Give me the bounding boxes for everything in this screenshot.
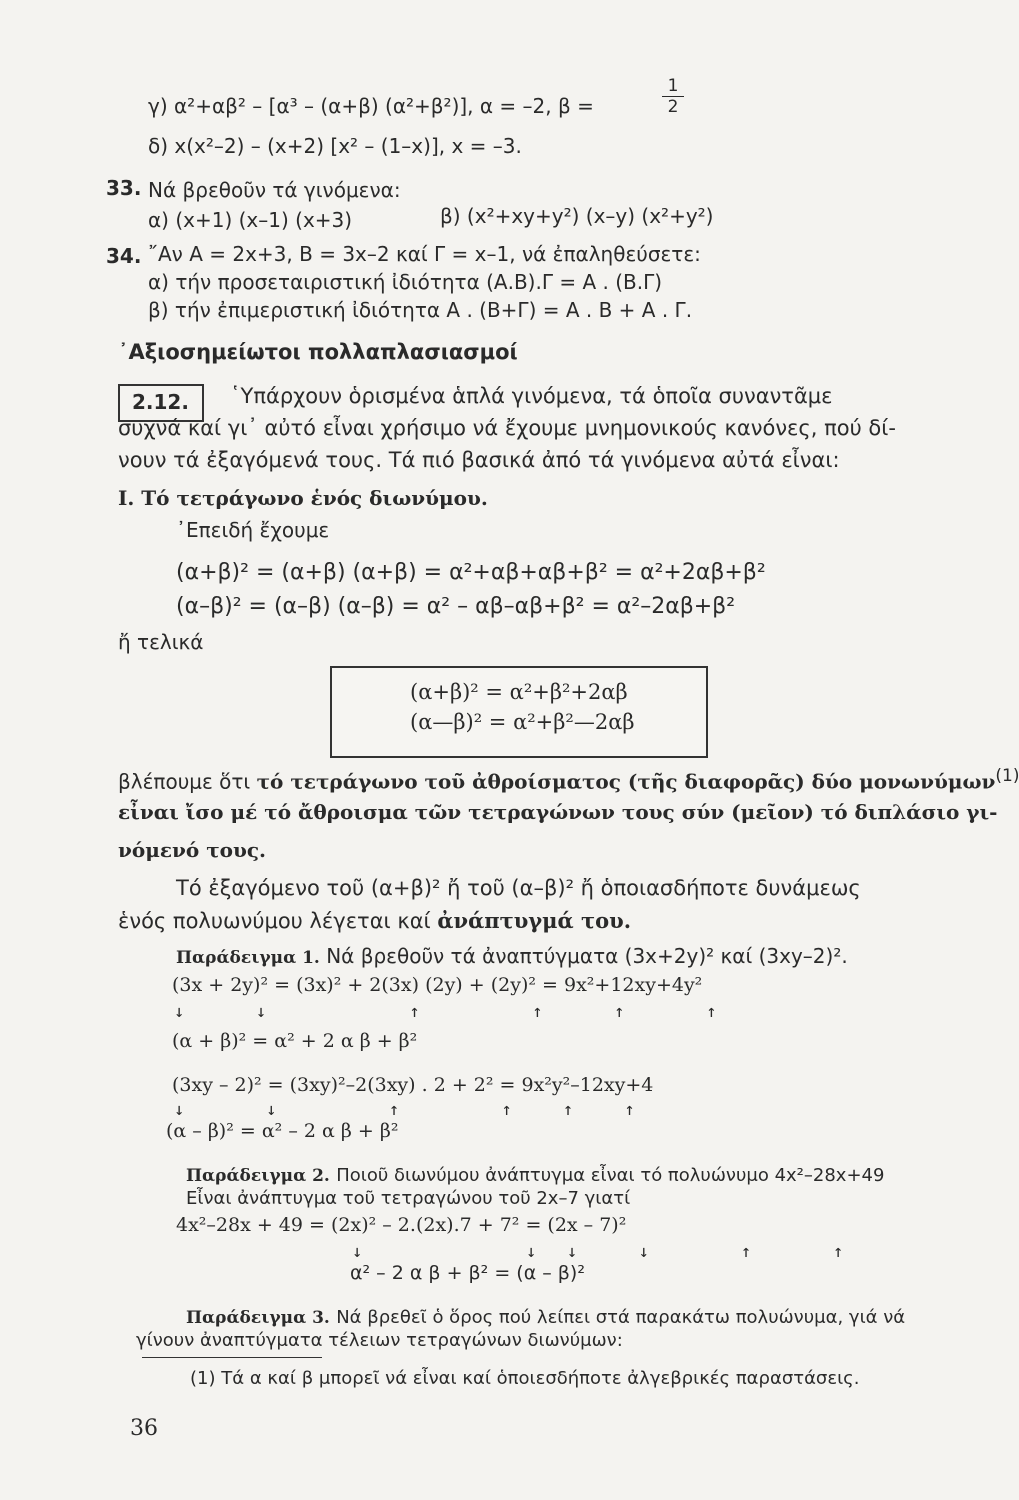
fraction-denominator: 2 — [662, 96, 684, 117]
square-difference-derivation: (α–β)² = (α–β) (α–β) = α² – αβ–αβ+β² = α²–2αβ+β² — [176, 594, 736, 619]
example-3-text-1: Νά βρεθεῖ ὁ ὅρος πού λείπει στά παρακάτω πολυώνυμα, γιά νά — [336, 1307, 906, 1328]
exercise-34-text: ῎Αν Α = 2x+3, Β = 3x–2 καί Γ = x–1, νά ἐπαληθεύσετε: — [148, 242, 701, 266]
example-1-heading — [176, 944, 848, 968]
example-2-line-1: Εἶναι ἀνάπτυγμα τοῦ τετραγώνου τοῦ 2x–7 γιατί — [186, 1188, 631, 1209]
section-intro-line-3: νουν τά ἐξαγόμενά τους. Τά πιό βασικά ἀπό τά γινόμενα αὐτά εἶναι: — [118, 448, 840, 472]
section-number: 2.12. — [132, 390, 189, 414]
footnote-rule — [142, 1357, 322, 1358]
example-1-line-3: (3xy – 2)² = (3xy)²–2(3xy) . 2 + 2² = 9x²y²–12xy+4 — [172, 1074, 654, 1096]
footnote — [190, 1368, 859, 1389]
exercise-33-a: α) (x+1) (x–1) (x+3) — [148, 208, 353, 232]
exercise-32-delta: δ) x(x²–2) – (x+2) [x² – (1–x)], x = –3. — [148, 134, 522, 158]
exercise-34-b: β) τήν ἐπιμεριστική ἰδιότητα Α . (Β+Γ) = Α . Β + Α . Γ. — [148, 298, 693, 322]
rule-intro: βλέπουμε ὅτι — [118, 769, 251, 794]
example-3-text-2: γίνουν ἀναπτύγματα τέλειων τετραγώνων διωνύμων: — [136, 1330, 623, 1351]
example-1-arrows-2: ↓ ↓ ↑ ↑ ↑ ↑ — [174, 1100, 635, 1120]
page-number: 36 — [130, 1416, 158, 1441]
section-intro-line-1: ῾Υπάρχουν ὁρισμένα ἁπλά γινόμενα, τά ὁποῖα συναντᾶμε — [230, 384, 833, 408]
definition-term: ἀνάπτυγμά του. — [437, 908, 632, 933]
footnote-text: Τά α καί β μπορεῖ νά εἶναι καί ὁποιεσδήποτε ἀλγεβρικές παραστάσεις. — [221, 1368, 860, 1389]
formula-square-sum: (α+β)² = α²+β²+2αβ — [410, 680, 628, 704]
example-2-line-2: 4x²–28x + 49 = (2x)² – 2.(2x).7 + 7² = (2x – 7)² — [176, 1214, 627, 1236]
example-1-line-4: (α – β)² = α² – 2 α β + β² — [166, 1120, 399, 1142]
exercise-32-gamma: γ) α²+αβ² – [α³ – (α+β) (α²+β²)], α = –2, β = — [148, 94, 594, 118]
rule-line-3: νόμενό τους. — [118, 838, 267, 862]
rule-line-1 — [118, 766, 1019, 794]
exercise-33-text: Νά βρεθοῦν τά γινόμενα: — [148, 178, 401, 202]
subsection-heading: Ι. Τό τετράγωνο ἑνός διωνύμου. — [118, 486, 488, 510]
example-2-label: Παράδειγμα 2. — [186, 1166, 330, 1186]
finally-text: ἤ τελικά — [118, 630, 204, 654]
example-1-line-1: (3x + 2y)² = (3x)² + 2(3x) (2y) + (2y)² = 9x²+12xy+4y² — [172, 974, 703, 996]
example-2-heading — [186, 1162, 884, 1186]
since-text: ᾿Επειδή ἔχουμε — [176, 518, 330, 542]
section-title: ᾿Αξιοσημείωτοι πολλαπλασιασμοί — [118, 340, 518, 364]
example-1-arrows-1: ↓ ↓ ↑ ↑ ↑ ↑ — [174, 1002, 717, 1022]
rule-statement-bold: τό τετράγωνο τοῦ ἀθροίσματος (τῆς διαφορᾶς) δύο μονωνύμων — [256, 769, 996, 794]
rule-line-2: εἶναι ἴσο μέ τό ἄθροισμα τῶν τετραγώνων τους σύν (μεῖον) τό διπλάσιο γι- — [118, 800, 998, 824]
example-1-label: Παράδειγμα 1. — [176, 948, 320, 968]
fraction-numerator: 1 — [667, 76, 679, 96]
example-2-text: Ποιοῦ διωνύμου ἀνάπτυγμα εἶναι τό πολυώνυμο 4x²–28x+49 — [336, 1165, 885, 1186]
definition-intro: ἑνός πολυωνύμου λέγεται καί — [118, 909, 431, 933]
example-1-text: Νά βρεθοῦν τά ἀναπτύγματα (3x+2y)² καί (3xy–2)². — [326, 944, 848, 968]
definition-line-1: Τό ἐξαγόμενο τοῦ (α+β)² ἤ τοῦ (α–β)² ἤ ὁποιασδήποτε δυνάμεως — [176, 876, 861, 900]
definition-line-2 — [118, 908, 631, 933]
footnote-reference: (1) — [995, 766, 1019, 786]
example-2-arrows: ↓ ↓ ↓ ↓ ↑ ↑ — [352, 1242, 844, 1262]
fraction-one-half — [662, 76, 684, 117]
exercise-33-number: 33. — [106, 176, 142, 200]
exercise-34-a: α) τήν προσεταιριστική ἰδιότητα (Α.Β).Γ = Α . (Β.Γ) — [148, 270, 663, 294]
example-3-label: Παράδειγμα 3. — [186, 1308, 330, 1328]
square-sum-derivation: (α+β)² = (α+β) (α+β) = α²+αβ+αβ+β² = α²+2αβ+β² — [176, 560, 766, 585]
footnote-mark: (1) — [190, 1368, 216, 1389]
exercise-33-b: β) (x²+xy+y²) (x–y) (x²+y²) — [440, 204, 714, 228]
example-1-line-2: (α + β)² = α² + 2 α β + β² — [172, 1030, 418, 1052]
example-3-heading — [186, 1304, 905, 1328]
section-intro-line-2: συχνά καί γι᾿ αὐτό εἶναι χρήσιμο νά ἔχουμε μνημονικούς κανόνες, πού δί- — [118, 416, 896, 440]
formula-square-difference: (α—β)² = α²+β²—2αβ — [410, 710, 635, 734]
example-2-line-3: α² – 2 α β + β² = (α – β)² — [350, 1262, 585, 1284]
exercise-34-number: 34. — [106, 244, 142, 268]
